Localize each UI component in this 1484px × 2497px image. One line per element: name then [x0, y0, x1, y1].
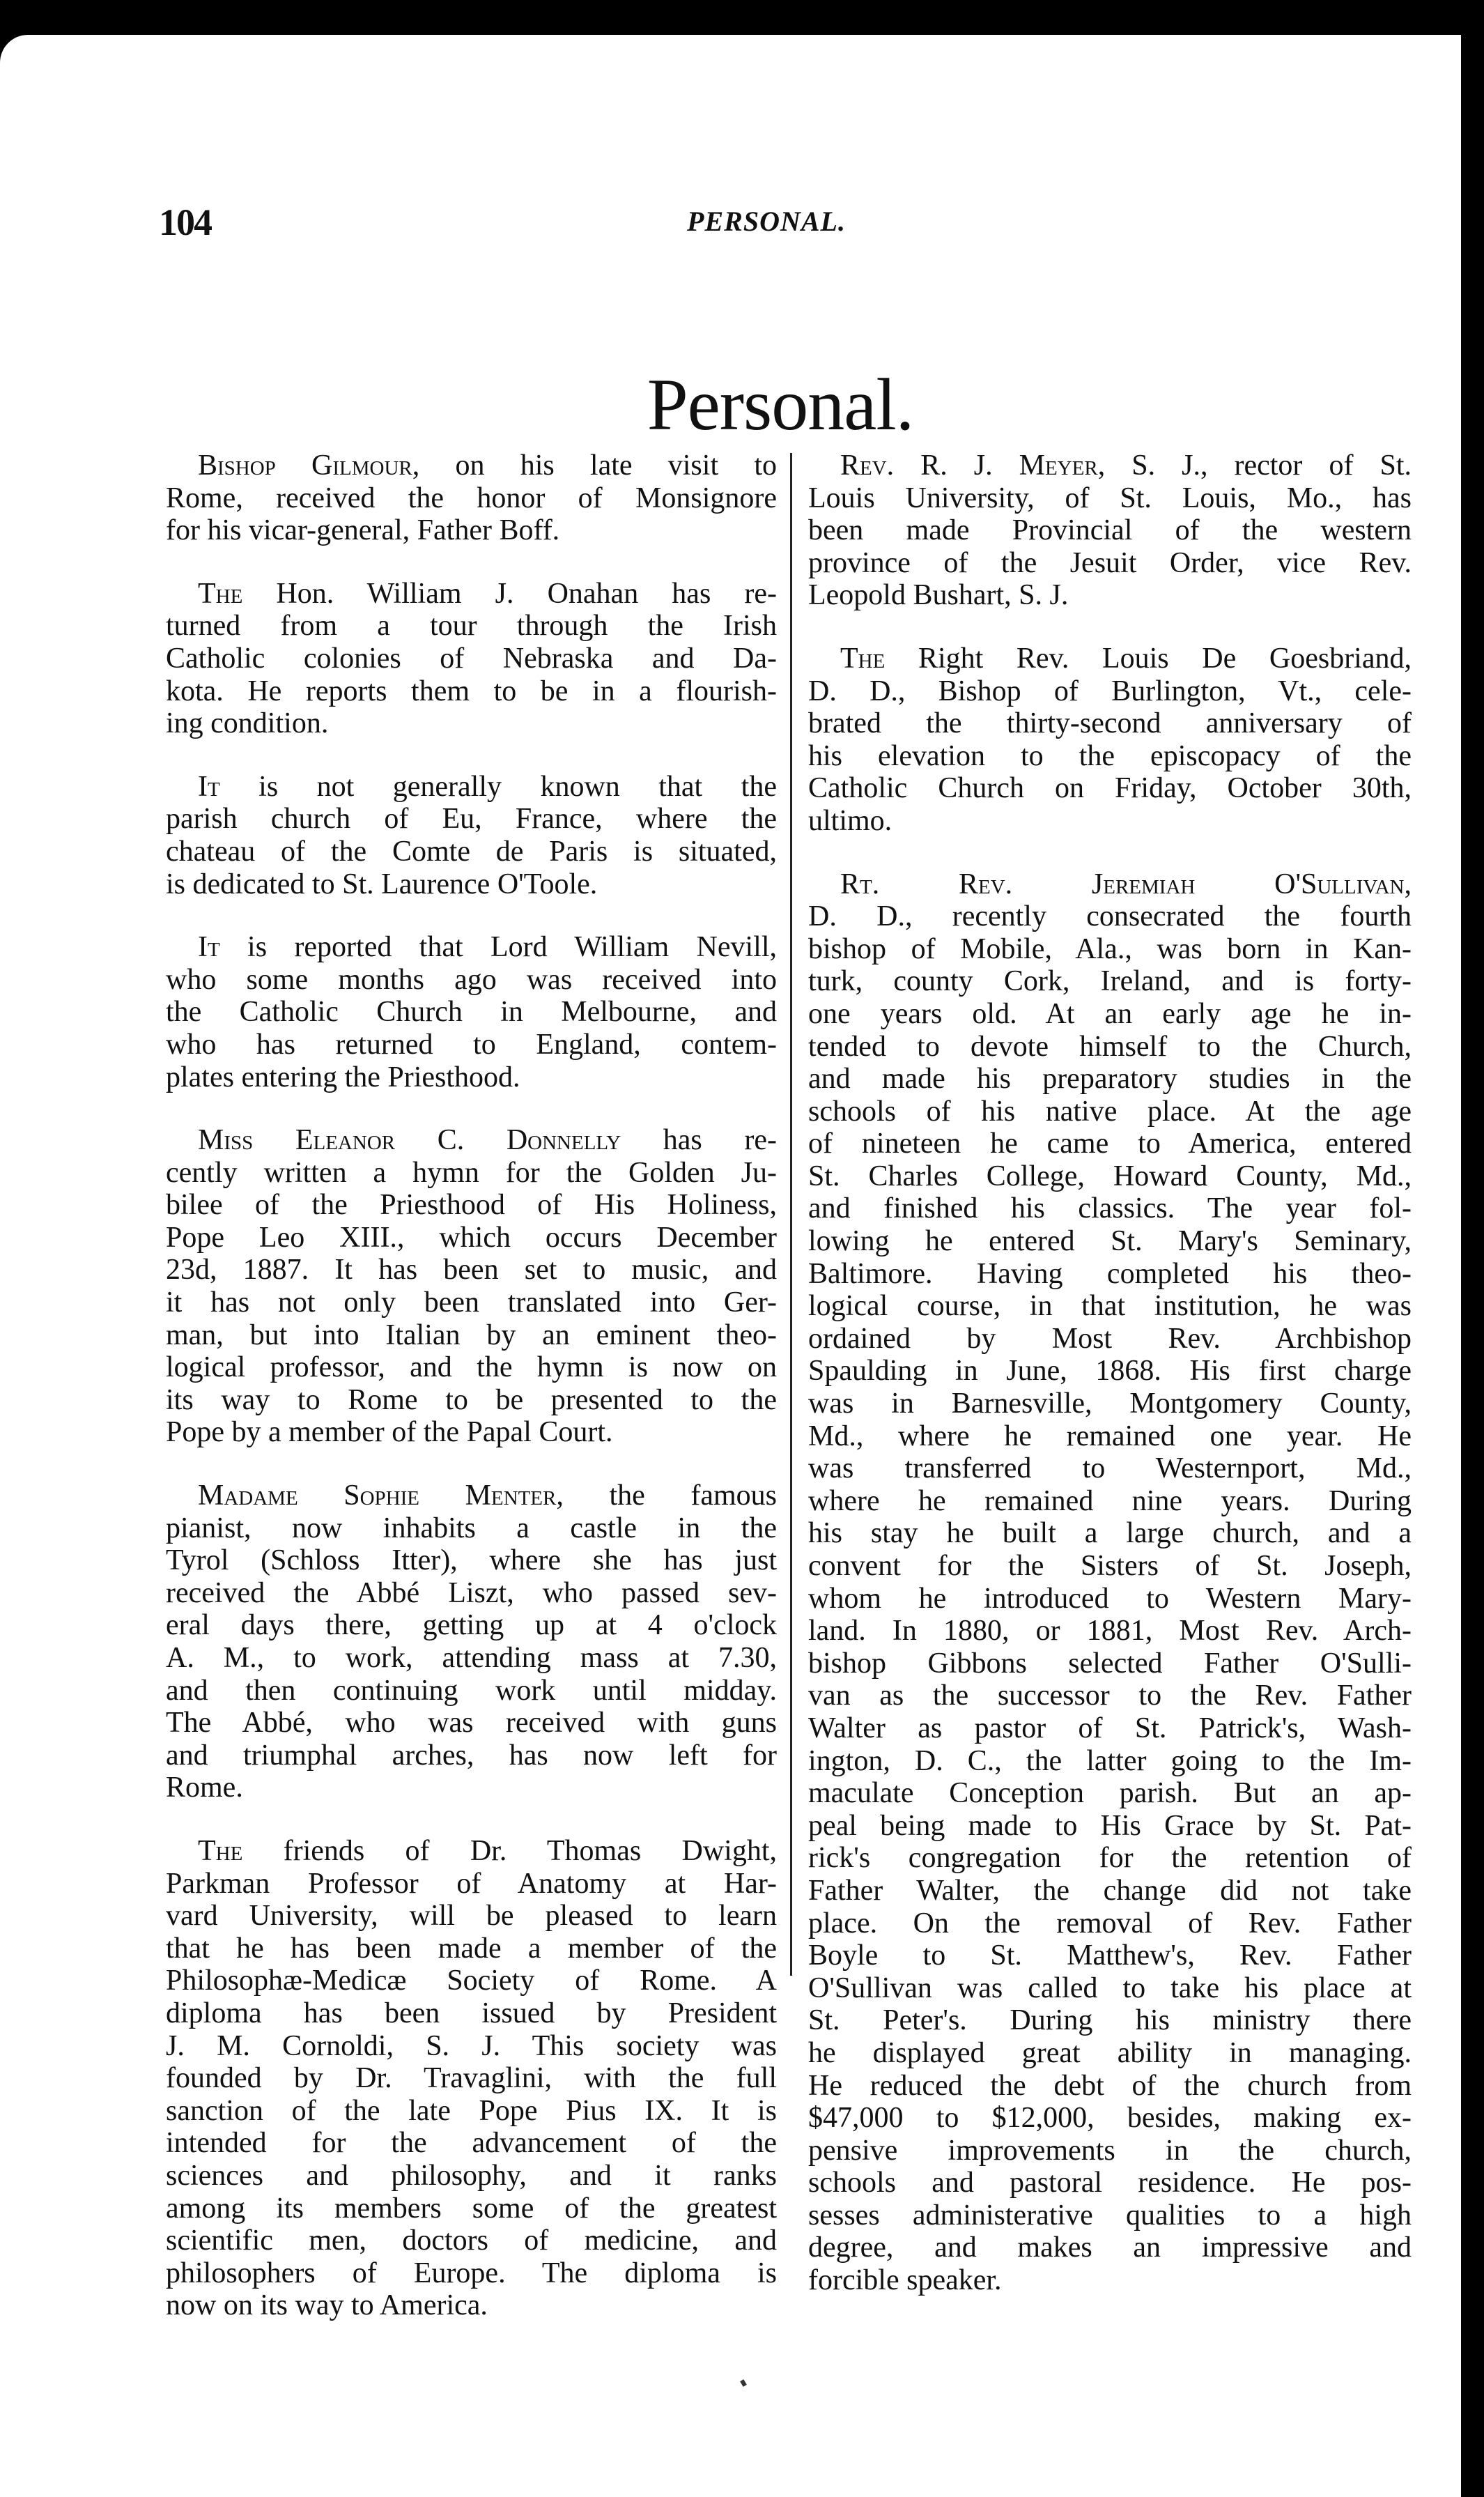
- line-text: founded by Dr. Travaglini, with the full: [166, 2062, 777, 2095]
- text-line: [808, 1907, 1412, 1940]
- text-line: [166, 1835, 777, 1868]
- line-text: sciences and philosophy, and it ranks: [166, 2159, 777, 2192]
- line-text: D. D., recently consecrated the fourth: [808, 900, 1412, 933]
- text-line: [166, 1480, 777, 1512]
- line-text: ing condition.: [166, 707, 329, 740]
- line-text: its way to Rome to be presented to the: [166, 1383, 777, 1416]
- text-line: [166, 1416, 777, 1449]
- line-text: plates entering the Priesthood.: [166, 1061, 520, 1093]
- text-line: [808, 1031, 1412, 1063]
- line-text: forcible speaker.: [808, 2264, 1002, 2297]
- text-line: [808, 1225, 1412, 1258]
- paragraph-lead: Rev. R. J. Meyer: [840, 450, 1098, 482]
- text-line: [808, 1485, 1412, 1518]
- line-text: is dedicated to St. Laurence O'Toole.: [166, 868, 598, 900]
- line-text: land. In 1880, or 1881, Most Rev. Arch-: [808, 1615, 1412, 1647]
- text-line: [808, 1290, 1412, 1323]
- line-text: and finished his classics. The year fol-: [808, 1192, 1412, 1225]
- line-text: St. Peter's. During his ministry there: [808, 2004, 1412, 2037]
- line-text: Boyle to St. Matthew's, Rev. Father: [808, 1939, 1412, 1972]
- line-text: Pope Leo XIII., which occurs December: [166, 1221, 777, 1254]
- paragraph: [808, 643, 1412, 838]
- line-text: Spaulding in June, 1868. His first charge: [808, 1355, 1412, 1388]
- line-text: parish church of Eu, France, where the: [166, 803, 777, 836]
- line-text: who has returned to England, contem-: [166, 1028, 777, 1061]
- text-line: [166, 931, 777, 964]
- text-line: [166, 450, 777, 482]
- line-text: and then continuing work until midday.: [166, 1674, 777, 1707]
- paragraph: [808, 868, 1412, 2297]
- line-text: O'Sullivan was called to take his place at: [808, 1972, 1412, 2004]
- text-line: [808, 675, 1412, 708]
- line-text: logical professor, and the hymn is now on: [166, 1351, 777, 1384]
- text-line: [166, 1933, 777, 1965]
- text-line: [166, 1609, 777, 1642]
- text-line: [808, 1647, 1412, 1680]
- paragraph: [166, 450, 777, 547]
- paragraph-lead: Miss Eleanor C. Donnelly: [198, 1124, 621, 1157]
- text-line: [166, 514, 777, 547]
- text-line: [808, 579, 1412, 612]
- text-line: [808, 547, 1412, 580]
- line-text: diploma has been issued by President: [166, 1997, 777, 2029]
- text-line: [808, 1550, 1412, 1583]
- text-line: [808, 2037, 1412, 2070]
- paragraph: [166, 1835, 777, 2322]
- line-text: bishop of Mobile, Ala., was born in Kan-: [808, 932, 1412, 965]
- line-text: where he remained nine years. During: [808, 1484, 1412, 1517]
- text-line: [808, 2070, 1412, 2103]
- text-line: [808, 482, 1412, 515]
- text-line: [808, 1810, 1412, 1843]
- text-line: [166, 1061, 777, 1094]
- article-title: Personal.: [647, 364, 914, 445]
- paragraph: [166, 771, 777, 900]
- text-line: [166, 868, 777, 901]
- text-line: [166, 1997, 777, 2030]
- text-line: [166, 482, 777, 515]
- paragraph-lead: The: [198, 1834, 243, 1867]
- line-text: intended for the advancement of the: [166, 2127, 777, 2160]
- line-text: friends of Dr. Thomas Dwight,: [242, 1834, 777, 1867]
- text-line: [808, 707, 1412, 740]
- text-line: [166, 1577, 777, 1610]
- line-text: among its members some of the greatest: [166, 2192, 777, 2225]
- line-text: , on his late visit to: [412, 450, 777, 482]
- text-line: [166, 836, 777, 868]
- text-line: [808, 1745, 1412, 1778]
- line-text: he displayed great ability in managing.: [808, 2036, 1412, 2069]
- line-text: it has not only been translated into Ger-: [166, 1286, 777, 1319]
- text-line: [808, 514, 1412, 547]
- line-text: was in Barnesville, Montgomery County,: [808, 1388, 1412, 1420]
- line-text: lowing he entered St. Mary's Seminary,: [808, 1225, 1412, 1258]
- line-text: chateau of the Comte de Paris is situated,: [166, 835, 777, 868]
- line-text: He reduced the debt of the church from: [808, 2069, 1412, 2102]
- text-line: [808, 1388, 1412, 1420]
- text-line: [808, 965, 1412, 998]
- line-text: has re-: [621, 1124, 777, 1157]
- text-line: [808, 450, 1412, 482]
- paragraph-lead: Madame Sophie Menter: [198, 1480, 557, 1512]
- paragraph-lead: It: [198, 931, 220, 964]
- running-head: PERSONAL.: [687, 206, 846, 237]
- text-line: [808, 1680, 1412, 1712]
- text-line: [808, 1063, 1412, 1096]
- text-line: [166, 803, 777, 836]
- line-text: was transferred to Westernport, Md.,: [808, 1452, 1412, 1485]
- text-line: [808, 2199, 1412, 2232]
- line-text: Rome, received the honor of Monsignore: [166, 482, 777, 514]
- line-text: logical course, in that institution, he was: [808, 1290, 1412, 1323]
- text-line: [808, 2231, 1412, 2264]
- paragraph-lead: The: [198, 577, 243, 610]
- line-text: philosophers of Europe. The diploma is: [166, 2257, 777, 2289]
- line-text: now on its way to America.: [166, 2289, 488, 2322]
- line-text: convent for the Sisters of St. Joseph,: [808, 1550, 1412, 1582]
- line-text: van as the successor to the Rev. Father: [808, 1680, 1412, 1712]
- text-line: [808, 1712, 1412, 1745]
- line-text: kota. He reports them to be in a flourish-: [166, 675, 777, 707]
- line-text: Catholic colonies of Nebraska and Da-: [166, 642, 777, 675]
- text-line: [808, 933, 1412, 966]
- text-line: [808, 1875, 1412, 1907]
- line-text: vard University, will be pleased to learn: [166, 1900, 777, 1933]
- text-line: [166, 1351, 777, 1384]
- text-line: [808, 772, 1412, 805]
- line-text: brated the thirty-second anniversary of: [808, 707, 1412, 740]
- text-line: [166, 1900, 777, 1933]
- line-text: Rome.: [166, 1772, 243, 1804]
- line-text: schools of his native place. At the age: [808, 1095, 1412, 1128]
- line-text: his stay he built a large church, and a: [808, 1517, 1412, 1550]
- line-text: Walter as pastor of St. Patrick's, Wash-: [808, 1712, 1412, 1744]
- text-line: [808, 1939, 1412, 1972]
- text-line: [808, 1615, 1412, 1647]
- text-line: [808, 900, 1412, 933]
- line-text: Md., where he remained one year. He: [808, 1420, 1412, 1452]
- text-line: [166, 2257, 777, 2290]
- line-text: rick's congregation for the retention of: [808, 1842, 1412, 1875]
- line-text: province of the Jesuit Order, vice Rev.: [808, 546, 1412, 579]
- line-text: $47,000 to $12,000, besides, making ex-: [808, 2102, 1412, 2135]
- line-text: man, but into Italian by an eminent theo-: [166, 1319, 777, 1351]
- paragraph-lead: Bishop Gilmour: [198, 450, 412, 482]
- text-line: [166, 2192, 777, 2225]
- line-text: tended to devote himself to the Church,: [808, 1030, 1412, 1063]
- line-text: turk, county Cork, Ireland, and is forty-: [808, 965, 1412, 998]
- line-text: his elevation to the episcopacy of the: [808, 739, 1412, 772]
- text-line: [166, 1319, 777, 1352]
- line-text: maculate Conception parish. But an ap-: [808, 1777, 1412, 1810]
- text-line: [808, 2264, 1412, 2297]
- line-text: turned from a tour through the Irish: [166, 610, 777, 643]
- line-text: eral days there, getting up at 4 o'clock: [166, 1609, 777, 1642]
- text-line: [808, 1452, 1412, 1485]
- text-line: [166, 771, 777, 804]
- page-number: 104: [159, 201, 211, 243]
- right-column: [808, 450, 1412, 2297]
- text-line: [808, 1583, 1412, 1615]
- line-text: Tyrol (Schloss Itter), where she has just: [166, 1544, 777, 1577]
- line-text: bilee of the Priesthood of His Holiness,: [166, 1189, 777, 1222]
- line-text: ordained by Most Rev. Archbishop: [808, 1322, 1412, 1355]
- text-line: [166, 2160, 777, 2192]
- line-text: one years old. At an early age he in-: [808, 997, 1412, 1030]
- text-line: [166, 1254, 777, 1286]
- text-line: [808, 805, 1412, 838]
- text-line: [166, 1512, 777, 1545]
- line-text: pensive improvements in the church,: [808, 2134, 1412, 2167]
- text-line: [166, 964, 777, 997]
- text-line: [166, 1772, 777, 1804]
- line-text: Leopold Bushart, S. J.: [808, 579, 1069, 612]
- text-line: [166, 1642, 777, 1675]
- text-line: [166, 707, 777, 740]
- text-line: [166, 1029, 777, 1061]
- paragraph: [166, 931, 777, 1093]
- text-line: [166, 1965, 777, 1997]
- text-line: [166, 578, 777, 610]
- text-line: [166, 1222, 777, 1254]
- line-text: Louis University, of St. Louis, Mo., has: [808, 482, 1412, 514]
- paragraph: [166, 1124, 777, 1449]
- line-text: J. M. Cornoldi, S. J. This society was: [166, 2029, 777, 2062]
- line-text: for his vicar-general, Father Boff.: [166, 514, 560, 547]
- text-line: [166, 1868, 777, 1900]
- column-divider: [790, 453, 792, 1976]
- line-text: , the famous: [556, 1480, 777, 1512]
- text-line: [808, 2102, 1412, 2135]
- text-line: [808, 998, 1412, 1031]
- line-text: whom he introduced to Western Mary-: [808, 1582, 1412, 1615]
- text-line: [808, 1420, 1412, 1453]
- line-text: D. D., Bishop of Burlington, Vt., cele-: [808, 675, 1412, 707]
- text-line: [166, 2062, 777, 2095]
- text-line: [166, 2225, 777, 2257]
- text-line: [166, 2127, 777, 2160]
- line-text: Parkman Professor of Anatomy at Har-: [166, 1867, 777, 1900]
- line-text: Hon. William J. Onahan has re-: [242, 577, 777, 610]
- line-text: and made his preparatory studies in the: [808, 1063, 1412, 1096]
- line-text: , S. J., rector of St.: [1097, 450, 1412, 482]
- line-text: Baltimore. Having completed his theo-: [808, 1257, 1412, 1290]
- left-column: [166, 450, 777, 2322]
- paragraph: [808, 450, 1412, 612]
- text-line: [166, 1675, 777, 1707]
- text-line: [808, 740, 1412, 773]
- text-line: [808, 2135, 1412, 2167]
- line-text: is reported that Lord William Nevill,: [219, 931, 777, 964]
- text-line: [166, 1707, 777, 1739]
- text-line: [166, 1124, 777, 1157]
- text-line: [166, 1739, 777, 1772]
- line-text: ington, D. C., the latter going to the Im-: [808, 1744, 1412, 1777]
- line-text: of nineteen he came to America, entered: [808, 1128, 1412, 1160]
- line-text: is not generally known that the: [219, 770, 777, 803]
- text-line: [808, 1192, 1412, 1225]
- text-line: [808, 1096, 1412, 1128]
- paragraph: [166, 578, 777, 740]
- text-line: [166, 996, 777, 1029]
- line-text: Right Rev. Louis De Goesbriand,: [885, 642, 1412, 675]
- line-text: sanction of the late Pope Pius IX. It is: [166, 2094, 777, 2127]
- text-line: [808, 2004, 1412, 2037]
- paragraph-lead: Rt. Rev. Jeremiah O'Sullivan: [840, 868, 1405, 900]
- line-text: cently written a hymn for the Golden Ju-: [166, 1156, 777, 1189]
- paragraph-lead: It: [198, 770, 220, 803]
- line-text: scientific men, doctors of medicine, and: [166, 2225, 777, 2257]
- text-line: [166, 1286, 777, 1319]
- line-text: sesses administerative qualities to a high: [808, 2199, 1412, 2231]
- line-text: schools and pastoral residence. He pos-: [808, 2167, 1412, 2199]
- text-line: [808, 1972, 1412, 2005]
- text-line: [808, 643, 1412, 675]
- text-line: [166, 2289, 777, 2322]
- text-line: [166, 2095, 777, 2128]
- line-text: Philosophæ-Medicæ Society of Rome. A: [166, 1965, 777, 1997]
- line-text: Father Walter, the change did not take: [808, 1874, 1412, 1907]
- text-line: [808, 1160, 1412, 1193]
- line-text: the Catholic Church in Melbourne, and: [166, 996, 777, 1029]
- paragraph-lead: The: [840, 642, 886, 675]
- text-line: [166, 1384, 777, 1417]
- line-text: and triumphal arches, has now left for: [166, 1739, 777, 1772]
- line-text: A. M., to work, attending mass at 7.30,: [166, 1642, 777, 1674]
- text-line: [808, 1128, 1412, 1160]
- line-text: place. On the removal of Rev. Father: [808, 1907, 1412, 1939]
- line-text: The Abbé, who was received with guns: [166, 1707, 777, 1739]
- text-line: [808, 868, 1412, 901]
- line-text: ultimo.: [808, 804, 892, 837]
- text-line: [166, 643, 777, 675]
- text-line: [166, 1189, 777, 1222]
- text-line: [166, 1544, 777, 1577]
- text-line: [808, 1323, 1412, 1355]
- text-line: [166, 1157, 777, 1190]
- line-text: pianist, now inhabits a castle in the: [166, 1512, 777, 1544]
- line-text: 23d, 1887. It has been set to music, and: [166, 1254, 777, 1286]
- text-line: [808, 2167, 1412, 2199]
- line-text: peal being made to His Grace by St. Pat-: [808, 1809, 1412, 1842]
- text-line: [166, 610, 777, 643]
- paragraph: [166, 1480, 777, 1804]
- line-text: St. Charles College, Howard County, Md.,: [808, 1160, 1412, 1192]
- line-text: been made Provincial of the western: [808, 514, 1412, 547]
- text-line: [808, 1258, 1412, 1291]
- line-text: who some months ago was received into: [166, 963, 777, 996]
- line-text: Pope by a member of the Papal Court.: [166, 1416, 613, 1449]
- text-line: [808, 1355, 1412, 1388]
- text-line: [808, 1517, 1412, 1550]
- line-text: ,: [1404, 868, 1412, 900]
- text-line: [166, 2030, 777, 2063]
- line-text: Catholic Church on Friday, October 30th,: [808, 772, 1412, 805]
- text-line: [808, 1777, 1412, 1810]
- line-text: bishop Gibbons selected Father O'Sulli-: [808, 1647, 1412, 1680]
- line-text: degree, and makes an impressive and: [808, 2231, 1412, 2264]
- text-line: [166, 675, 777, 708]
- text-line: [808, 1842, 1412, 1875]
- line-text: that he has been made a member of the: [166, 1932, 777, 1965]
- line-text: received the Abbé Liszt, who passed sev-: [166, 1576, 777, 1609]
